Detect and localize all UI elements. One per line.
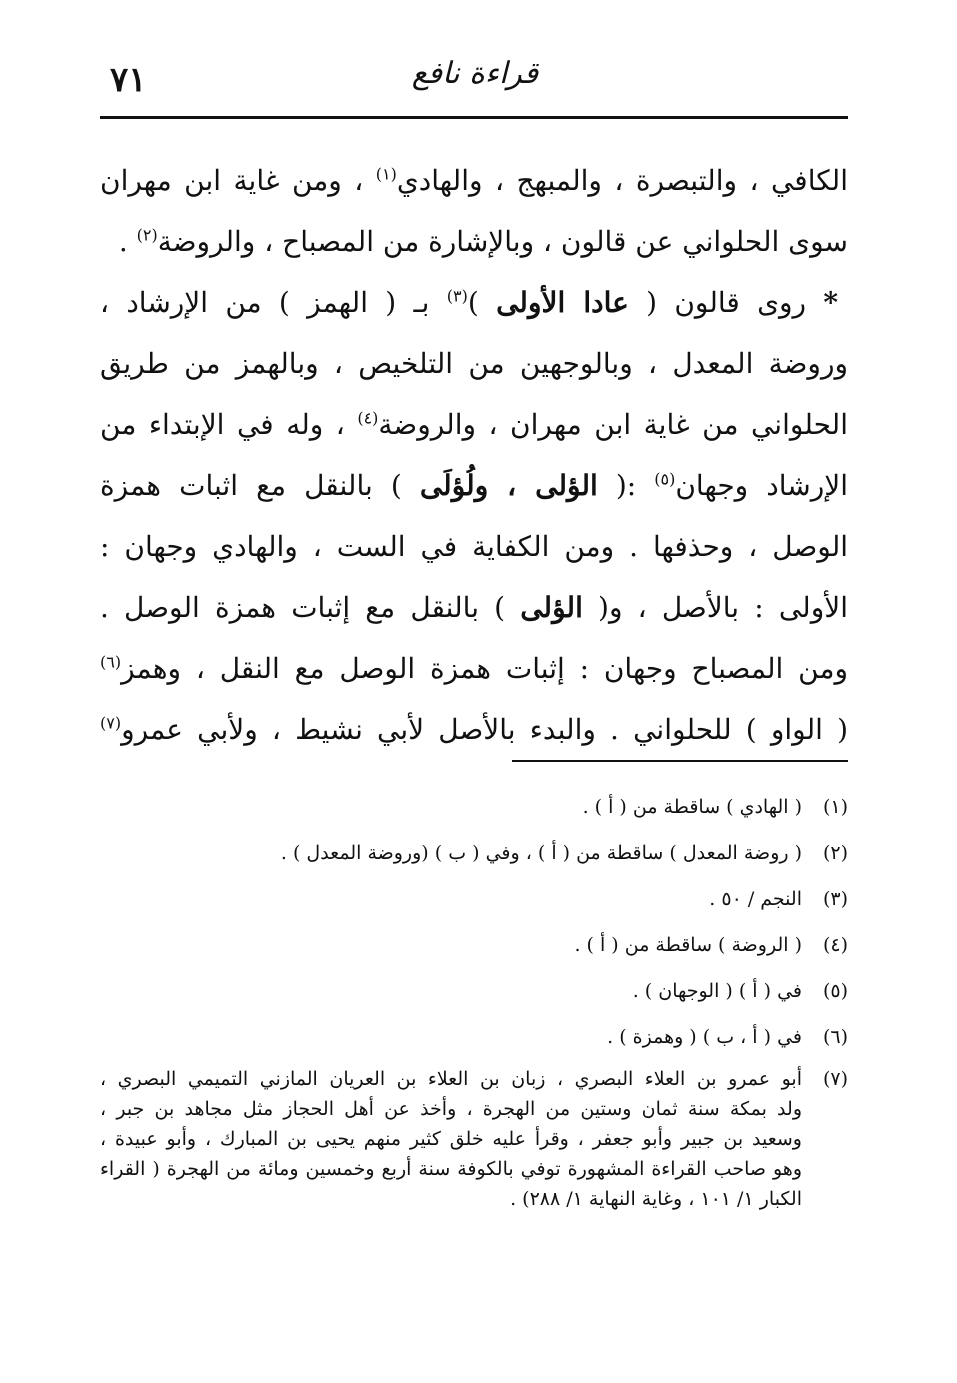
text-line: ومن المصباح وجهان : إثبات همزة الوصل مع النقل ، وهمز$^{(٦)}$ bbox=[100, 652, 848, 685]
footnote-number: (٥) bbox=[822, 980, 848, 1002]
page-header bbox=[100, 52, 848, 114]
footnote-divider bbox=[512, 760, 848, 762]
footnote-text: النجم / ٥٠ . bbox=[709, 888, 802, 910]
footnote-line: أبو عمرو بن العلاء البصري ، زبان بن العلاء بن العريان المازني التميمي البصري ، bbox=[100, 1068, 802, 1090]
footnote-number: (٧) bbox=[822, 1068, 848, 1090]
text-line: الأولى : بالأصل ، و( الؤلى ) بالنقل مع إثبات همزة الوصل . bbox=[100, 591, 848, 624]
text-line: وروضة المعدل ، وبالوجهين من التلخيص ، وبالهمز من طريق bbox=[100, 347, 848, 380]
footnote bbox=[100, 1064, 848, 1214]
text-line: سوى الحلواني عن قالون ، وبالإشارة من المصباح ، والروضة$^{(٢)}$ . bbox=[118, 225, 848, 258]
footnote-ref: (٤) bbox=[357, 408, 379, 428]
main-text bbox=[100, 150, 848, 760]
footnote-number: (٣) bbox=[822, 888, 848, 910]
paragraph-star: * bbox=[823, 286, 838, 319]
footnote-text: في ( أ ، ب ) ( وهمزة ) . bbox=[607, 1026, 802, 1048]
text-line: الحلواني من غاية ابن مهران ، والروضة$^{(٤)}$ ، وله في الإبتداء من bbox=[100, 408, 848, 441]
footnote-number: (٢) bbox=[822, 842, 848, 864]
footnote-text: ( الروضة ) ساقطة من ( أ ) . bbox=[574, 934, 802, 956]
footnote-line: الكبار ١/ ١٠١ ، وغاية النهاية ١/ ٢٨٨) . bbox=[510, 1188, 802, 1210]
footnote bbox=[100, 968, 848, 1014]
text-line: ( الواو ) للحلواني . والبدء بالأصل لأبي نشيط ، ولأبي عمرو$^{(٧)}$ bbox=[100, 713, 848, 746]
text-line: * روى قالون ( عادا الأولى )$^{(٣)}$ بـ ( الهمز ) من الإرشاد ، bbox=[100, 286, 838, 319]
footnote-ref: (٣) bbox=[446, 286, 468, 306]
footnote bbox=[100, 784, 848, 830]
quranic-word: الؤلى bbox=[520, 591, 583, 624]
footnote-ref: (٧) bbox=[100, 713, 122, 733]
quranic-word: عادا الأولى bbox=[496, 286, 629, 319]
footnote-ref: (١) bbox=[375, 164, 397, 184]
page-number: ٧١ bbox=[110, 60, 147, 100]
footnote-line: وهو صاحب القراءة المشهورة توفي بالكوفة سنة أربع وخمسين ومائة من الهجرة ( القراء bbox=[100, 1158, 802, 1180]
header-divider bbox=[100, 116, 848, 119]
footnote-number: (٦) bbox=[822, 1026, 848, 1048]
footnote-ref: (٦) bbox=[100, 652, 122, 672]
footnote-line: وسعيد بن جبير وأبو جعفر ، وقرأ عليه خلق كثير منهم يحيى بن المبارك ، وأبو عبيدة ، bbox=[100, 1128, 802, 1150]
footnote bbox=[100, 830, 848, 876]
text-line: الإرشاد وجهان$^{(٥)}$ :( الؤلى ، ولُؤلَى ) بالنقل مع اثبات همزة bbox=[100, 469, 848, 502]
footnote-ref: (٢) bbox=[136, 225, 158, 245]
footnotes bbox=[100, 784, 848, 1214]
footnote-number: (١) bbox=[822, 796, 848, 818]
footnote-text: ( روضة المعدل ) ساقطة من ( أ ) ، وفي ( ب ) (وروضة المعدل ) . bbox=[280, 842, 802, 864]
footnote-text: ( الهادي ) ساقطة من ( أ ) . bbox=[582, 796, 802, 818]
text-line: الوصل ، وحذفها . ومن الكفاية في الست ، والهادي وجهان : bbox=[100, 530, 848, 563]
footnote-number: (٤) bbox=[822, 934, 848, 956]
text-line: الكافي ، والتبصرة ، والمبهج ، والهادي$^{(١)}$ ، ومن غاية ابن مهران bbox=[100, 164, 848, 197]
footnote-ref: (٥) bbox=[654, 469, 676, 489]
footnote-text: في ( أ ) ( الوجهان ) . bbox=[632, 980, 802, 1002]
quranic-word: الؤلى ، ولُؤلَى bbox=[419, 469, 598, 502]
footnote bbox=[100, 876, 848, 922]
footnote-line: ولد بمكة سنة ثمان وستين من الهجرة ، وأخذ عن أهل الحجاز مثل مجاهد بن جبر ، bbox=[100, 1098, 802, 1120]
footnote bbox=[100, 922, 848, 968]
footnote-text bbox=[100, 1064, 802, 1214]
running-title: قراءة نافع bbox=[411, 56, 539, 91]
footnote bbox=[100, 1014, 848, 1060]
